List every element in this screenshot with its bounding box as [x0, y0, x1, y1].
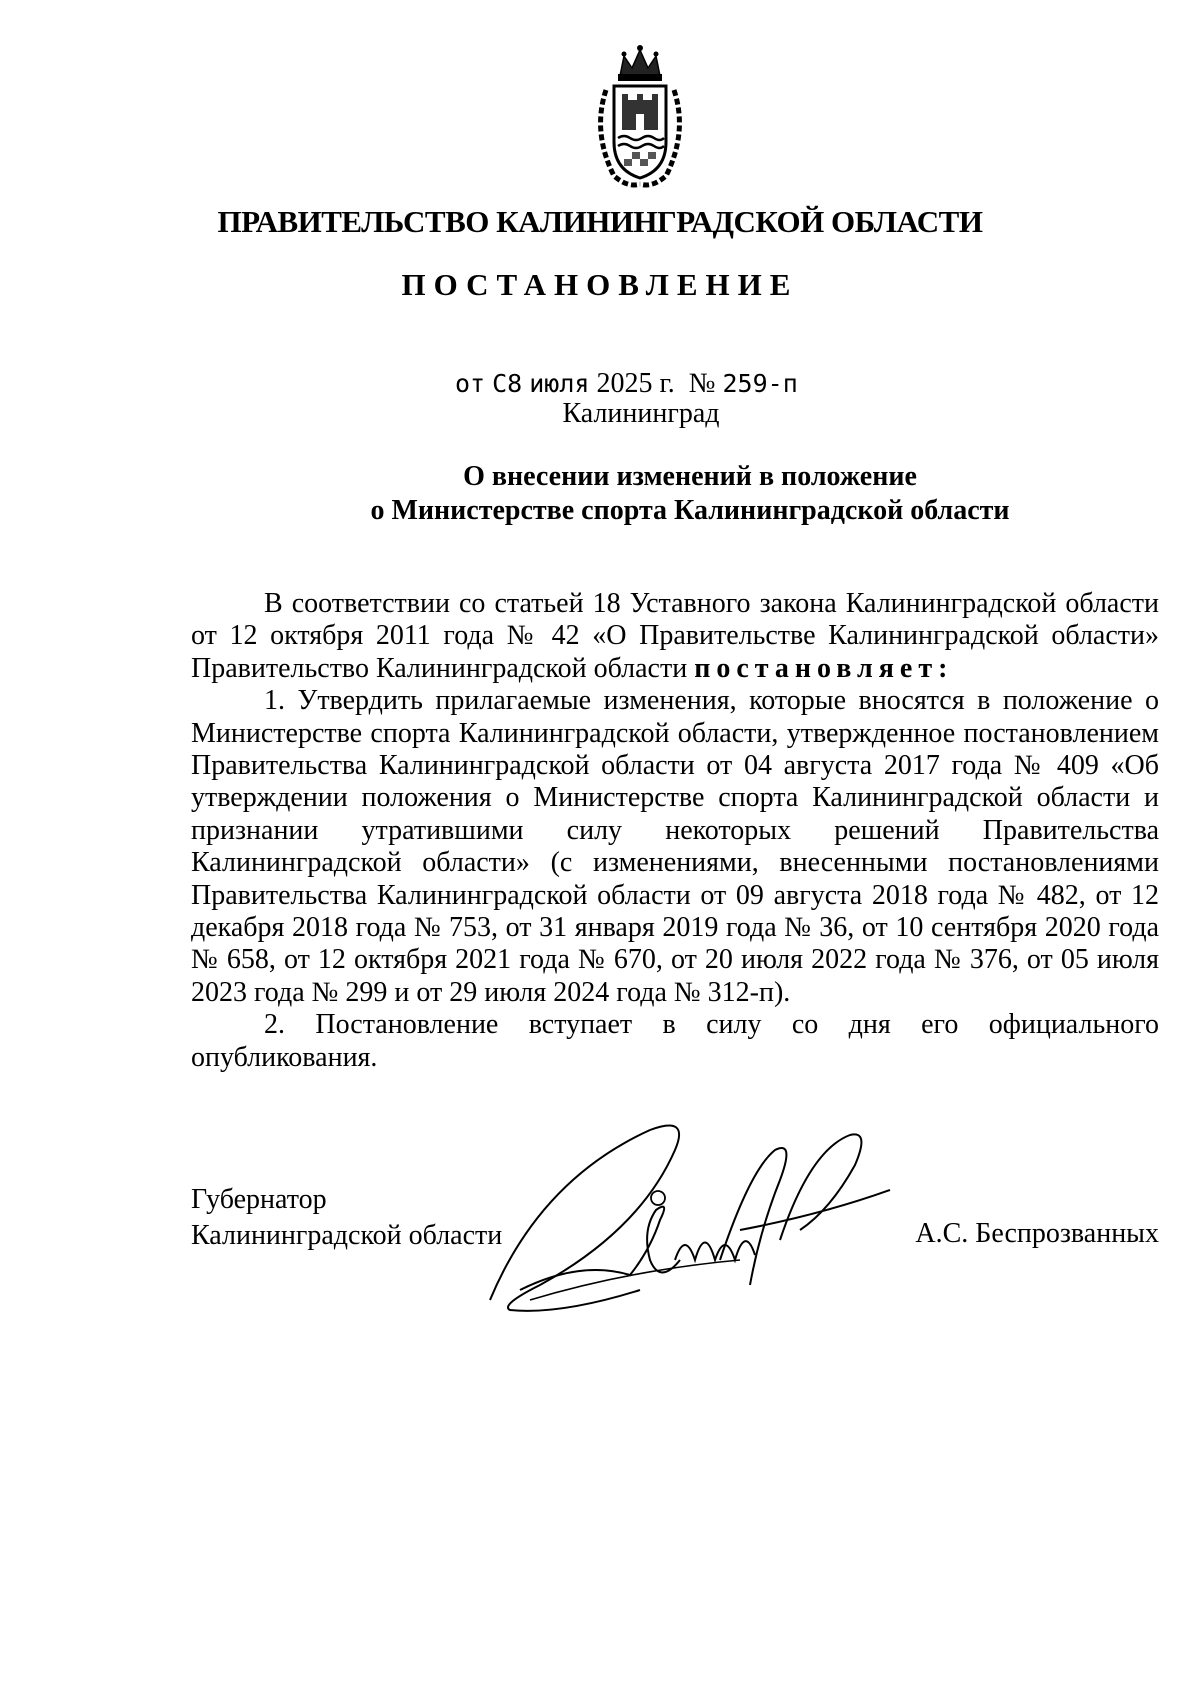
preamble-text: В соответствии со статьей 18 Уставного закона Калининградской области от 12 октября 2011 года № 42 «О Правительстве Калининградской области» Правительство Калининградской области — [191, 588, 1159, 684]
document-type: ПОСТАНОВЛЕНИЕ — [401, 267, 799, 302]
position-line-2: Калининградской области — [191, 1220, 503, 1251]
preamble-paragraph — [191, 588, 1159, 685]
item-2-paragraph: 2. Постановление вступает в силу со дня его официального опубликования. — [191, 1009, 1159, 1073]
date-year: 2025 г. — [596, 368, 675, 399]
handwritten-signature — [480, 1110, 960, 1325]
number-sign: № — [688, 368, 716, 399]
document-body — [191, 588, 1159, 1074]
document-number: 259-п — [722, 369, 798, 398]
coat-of-arms-icon — [584, 42, 696, 190]
government-title: ПРАВИТЕЛЬСТВО КАЛИНИНГРАДСКОЙ ОБЛАСТИ — [217, 204, 983, 239]
date-prefix: от — [455, 369, 486, 398]
position-line-1: Губернатор — [191, 1184, 327, 1215]
date-day: С8 — [492, 369, 523, 398]
item-1-paragraph: 1. Утвердить прилагаемые изменения, которые вносятся в положение о Министерстве спорта Калининградской области, утвержденное постановлением Правительства Калининградской области от 04 августа 2017 года № 409 «Об утверждении положения о Министерстве спорта Калининградской области и признании утратившими силу некоторых решений Правительства Калининградской области» (с изменениями, внесенными постановлениями Правительства Калининградской области от 09 августа 2018 года № 482, от 12 декабря 2018 года № 753, от 31 января 2019 года № 36, от 10 сентября 2020 года № 658, от 12 октября 2021 года № 670, от 20 июля 2022 года № 376, от 05 июля 2023 года № 299 и от 29 июля 2024 года № 312-п). — [191, 685, 1159, 1008]
subject-line-2: о Министерстве спорта Калининградской области — [370, 495, 1010, 526]
signatory-name: А.С. Беспрозванных — [915, 1218, 1159, 1249]
document-subject — [310, 460, 1070, 528]
date-line — [455, 368, 798, 400]
city: Калининград — [562, 398, 720, 429]
resolves-word: постановляет: — [694, 652, 954, 684]
subject-line-1: О внесении изменений в положение — [463, 461, 917, 492]
date-month: июля — [529, 369, 590, 398]
signatory-position — [191, 1182, 502, 1254]
